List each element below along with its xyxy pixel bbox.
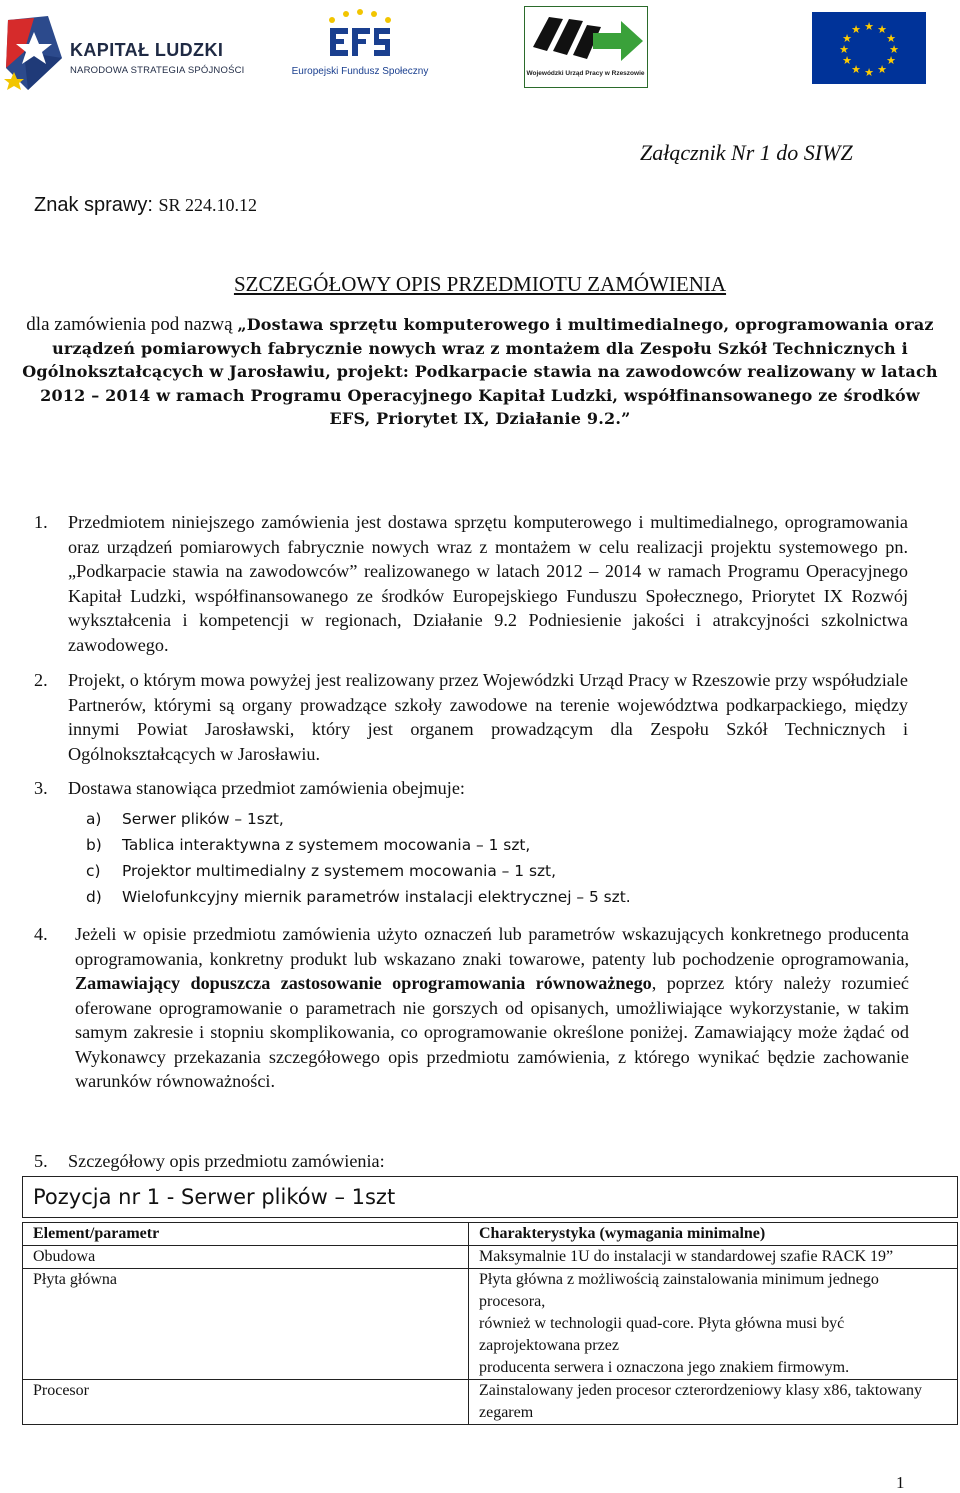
list-item — [86, 858, 631, 884]
list-item-letter: c) — [86, 862, 101, 880]
list-item-text: Wielofunkcyjny miernik parametrów instalacji elektrycznej – 5 szt. — [122, 888, 631, 906]
list-item — [86, 806, 631, 832]
efs-mark-icon — [290, 6, 430, 66]
kapital-ludzki-emblem-icon — [4, 12, 66, 94]
row-characteristics — [469, 1380, 958, 1425]
spec-table — [22, 1222, 958, 1425]
kapital-ludzki-title: KAPITAŁ LUDZKI — [70, 40, 224, 60]
section-5-number: 5. — [34, 1151, 48, 1171]
page-title: SZCZEGÓŁOWY OPIS PRZEDMIOTU ZAMÓWIENIA — [233, 272, 727, 296]
svg-text:★: ★ — [842, 32, 852, 45]
wup-logo — [524, 6, 648, 88]
list-item — [86, 832, 631, 858]
row-element: Obudowa — [23, 1246, 469, 1269]
svg-text:★: ★ — [839, 43, 849, 56]
delivery-list — [86, 806, 631, 910]
page-number: 1 — [896, 1473, 905, 1492]
svg-text:★: ★ — [851, 63, 861, 76]
eu-stars-icon — [812, 12, 926, 84]
eu-flag-logo — [812, 12, 926, 84]
case-reference-number: SR 224.10.12 — [158, 195, 258, 215]
list-item-letter: d) — [86, 888, 102, 906]
svg-text:★: ★ — [877, 63, 887, 76]
section-1-text: Przedmiotem niniejszego zamówienia jest dostawa sprzętu komputerowego i multimedialnego, oprogramowania oraz urządzeń pomiarowych fabrycznie nowych wraz z montażem w celu realizacji projektu systemowego pn. „Podkarpacie stawia na zawodowców” realizowanego w latach 2012 – 2014 w ramach Programu Operacyjnego Kapitał Ludzki, współfinansowanego ze środków Europejskiego Funduszu Społecznego, Priorytet IX Rozwój wykształcenia i kompetencji w regionach, Działanie 9.2 Podniesienie jakości i atrakcyjności szkolnictwa zawodowego. — [68, 512, 908, 655]
row-characteristics-line: Maksymalnie 1U do instalacji w standardowej szafie RACK 19” — [479, 1248, 894, 1265]
section-3-text: Dostawa stanowiąca przedmiot zamówienia obejmuje: — [68, 778, 465, 798]
case-reference — [34, 194, 257, 217]
section-4-number: 4. — [34, 924, 48, 944]
section-4-text-before: Jeżeli w opisie przedmiotu zamówienia użyto oznaczeń lub parametrów wskazujących konkretnego producenta oprogramowania, konkretny produkt lub wskazano znaki towarowe, patenty lub pochodzenie oprogramowania, — [75, 924, 909, 969]
table-row — [23, 1380, 958, 1425]
row-characteristics-line: Płyta główna z możliwością zainstalowania minimum jednego procesora, — [479, 1271, 879, 1310]
efs-name: Europejski Fundusz Społeczny — [291, 66, 429, 77]
section-2-number: 2. — [34, 670, 48, 690]
table-row — [23, 1269, 958, 1380]
section-2-text: Projekt, o którym mowa powyżej jest realizowany przez Wojewódzki Urząd Pracy w Rzeszowie przy współudziale Partnerów, którymi są organy prowadzące szkoły zawodowe na terenie województwa podkarpackiego, między innymi Powiat Jarosławski, który jest organem prowadzącym dla Zespołu Szkół Technicznych i Ogólnokształcących w Jarosławiu. — [68, 670, 908, 764]
row-element: Procesor — [23, 1380, 469, 1425]
list-item-text: Tablica interaktywna z systemem mocowania – 1 szt, — [122, 836, 531, 854]
list-item-text: Projektor multimedialny z systemem mocowania – 1 szt, — [122, 862, 556, 880]
wup-name: Wojewódzki Urząd Pracy w Rzeszowie — [526, 70, 645, 77]
position-heading: Pozycja nr 1 - Serwer plików – 1szt — [22, 1176, 958, 1218]
list-item-text: Serwer plików – 1szt, — [122, 810, 284, 828]
row-element: Płyta główna — [23, 1269, 469, 1380]
row-characteristics-line: producenta serwera i oznaczona jego znakiem firmowym. — [479, 1359, 850, 1376]
efs-logo — [290, 6, 430, 86]
list-item-letter: a) — [86, 810, 102, 828]
svg-text:★: ★ — [886, 54, 896, 67]
svg-text:★: ★ — [851, 23, 861, 36]
row-characteristics — [469, 1246, 958, 1269]
annex-label: Załącznik Nr 1 do SIWZ — [640, 140, 853, 165]
svg-text:★: ★ — [889, 43, 899, 56]
table-header-row — [23, 1223, 958, 1246]
section-4-text-after: , poprzez który należy rozumieć oferowane oprogramowanie o parametrach nie gorszych od opisanych, umożliwiające wykorzystanie, w takim samym zakresie i stopniu skomplikowania, co oprogramowanie określone poniżej. Zamawiający może żądać od Wykonawcy przekazania szczegółowego opis przedmiotu zamówienia, z którego wynikać będzie zachowanie warunków równoważności. — [75, 973, 909, 1091]
section-4-text — [75, 922, 909, 1094]
section-5-text: Szczegółowy opis przedmiotu zamówienia: — [68, 1151, 385, 1171]
svg-text:★: ★ — [864, 20, 874, 33]
section-1-number: 1. — [34, 512, 48, 532]
table-row — [23, 1246, 958, 1269]
svg-text:★: ★ — [877, 23, 887, 36]
svg-text:★: ★ — [842, 54, 852, 67]
row-characteristics-line: również w technologii quad-core. Płyta główna musi być zaprojektowana przez — [479, 1315, 845, 1354]
kapital-ludzki-logo — [4, 12, 245, 94]
section-3-number: 3. — [34, 778, 48, 798]
svg-text:★: ★ — [864, 66, 874, 79]
kapital-ludzki-subtitle: NARODOWA STRATEGIA SPÓJNOŚCI — [70, 65, 245, 76]
column-header-characteristics: Charakterystyka (wymagania minimalne) — [469, 1223, 958, 1246]
section-4-text-bold: Zamawiający dopuszcza zastosowanie oprogramowania równoważnego — [75, 973, 652, 993]
list-item — [86, 884, 631, 910]
row-characteristics — [469, 1269, 958, 1380]
subtitle-procurement-name: „Dostawa sprzętu komputerowego i multimedialnego, oprogramowania oraz urządzeń pomiarowych fabrycznie nowych wraz z montażem dla Zespołu Szkół Technicznych i Ogólnokształcących w Jarosławiu, projekt: Podkarpacie stawia na zawodowców realizowany w latach 2012 – 2014 w ramach Programu Operacyjnego Kapitał Ludzki, współfinansowanego ze środków EFS, Priorytet IX, Działanie 9.2.” — [22, 315, 938, 428]
svg-text:★: ★ — [886, 32, 896, 45]
list-item-letter: b) — [86, 836, 102, 854]
page-subtitle — [22, 313, 938, 431]
subtitle-intro: dla zamówienia pod nazwą — [26, 314, 238, 335]
column-header-element: Element/parametr — [23, 1223, 469, 1246]
wup-arrow-icon — [525, 7, 646, 69]
row-characteristics-line: Zainstalowany jeden procesor czterordzeniowy klasy x86, taktowany zegarem — [479, 1382, 922, 1421]
case-reference-label: Znak sprawy: — [34, 194, 153, 216]
